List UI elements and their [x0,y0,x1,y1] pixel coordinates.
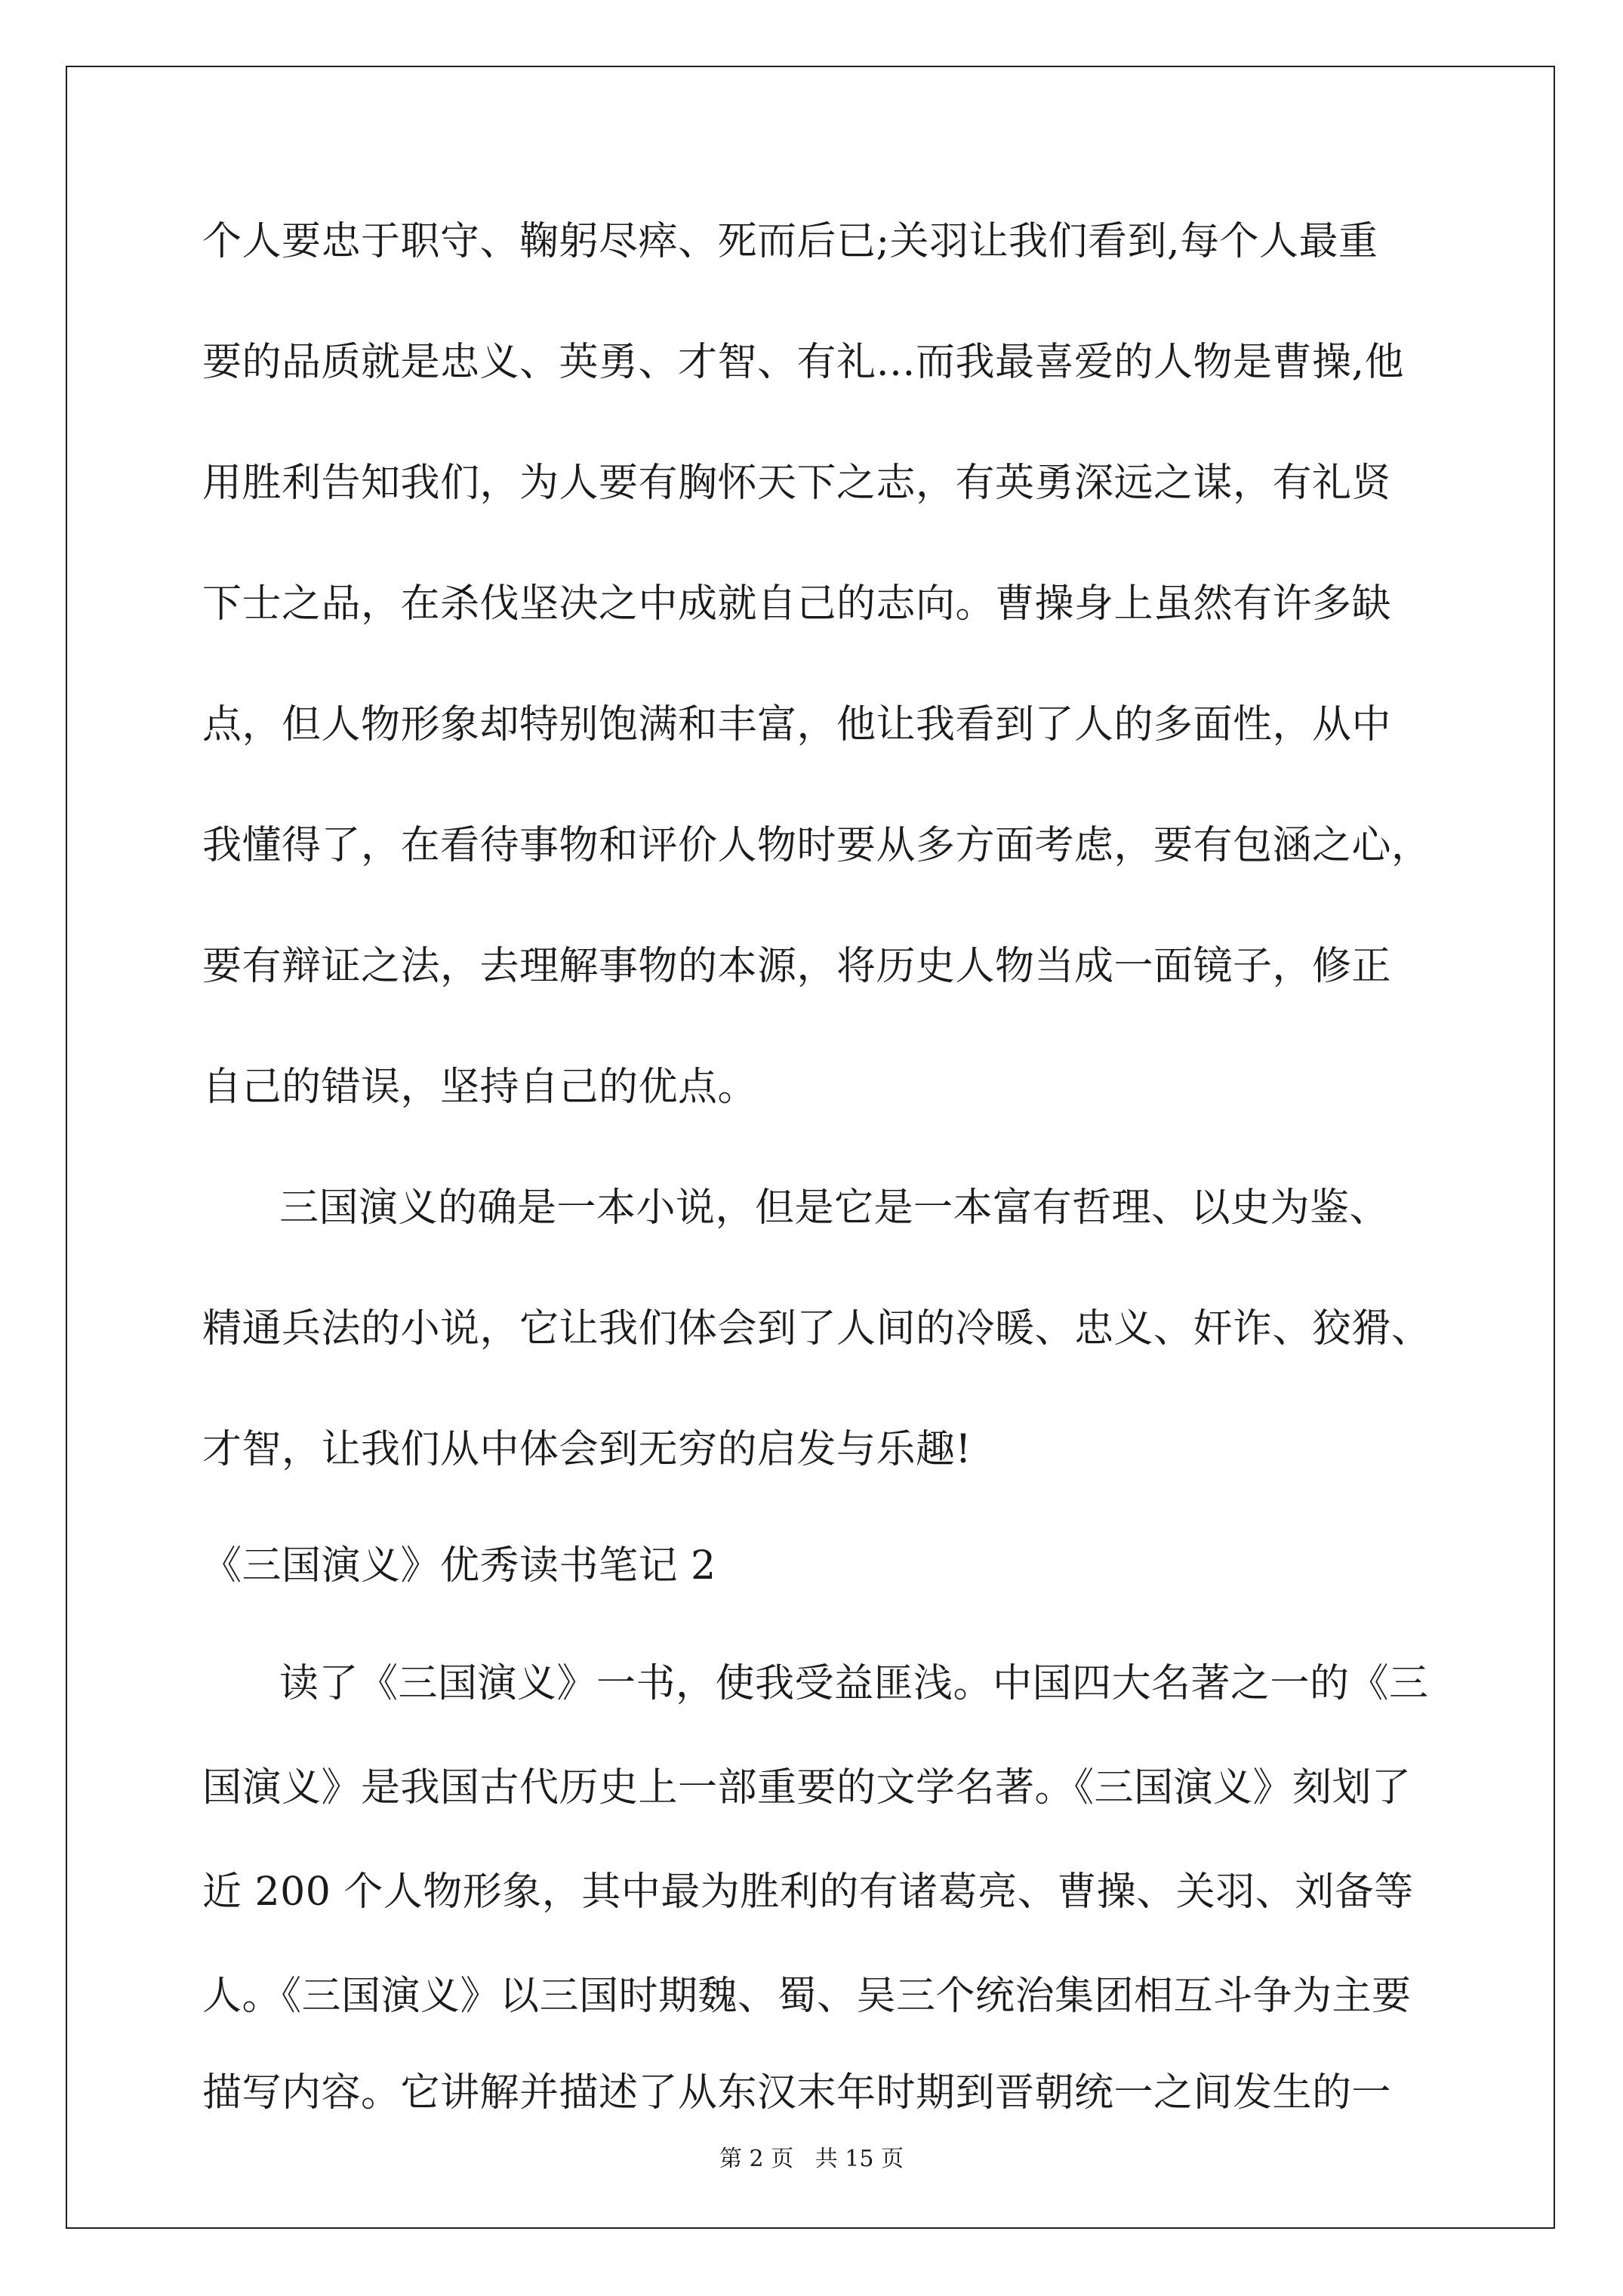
section-heading: 《三国演义》优秀读书笔记 2 [202,1543,716,1589]
body-text-line: 我懂得了，在看待事物和评价人物时要从多方面考虑，要有包涵之心， [202,823,1431,868]
body-text-line: 个人要忠于职守、鞠躬尽瘁、死而后已;关羽让我们看到,每个人最重 [202,219,1378,264]
body-text-line: 才智，让我们从中体会到无穷的启发与乐趣! [202,1427,972,1472]
paragraph-start-line: 读了《三国演义》一书，使我受益匪浅。中国四大名著之一的《三 [279,1661,1429,1706]
body-text-line: 用胜利告知我们，为人要有胸怀天下之志，有英勇深远之谋，有礼贤 [202,461,1392,506]
body-text-line: 要有辩证之法，去理解事物的本源，将历史人物当成一面镜子，修正 [202,944,1392,989]
body-text-line: 要的品质就是忠义、英勇、才智、有礼…而我最喜爱的人物是曹操,他 [202,340,1405,385]
body-text-line: 人。《三国演义》以三国时期魏、蜀、吴三个统治集团相互斗争为主要 [202,1974,1412,2019]
body-text-line: 精通兵法的小说，它让我们体会到了人间的冷暖、忠义、奸诈、狡猾、 [202,1306,1431,1351]
body-text-line: 下士之品，在杀伐坚决之中成就自己的志向。曹操身上虽然有许多缺 [202,581,1392,627]
body-text-line: 点，但人物形象却特别饱满和丰富，他让我看到了人的多面性，从中 [202,702,1392,747]
body-text-line: 国演义》是我国古代历史上一部重要的文学名著。《三国演义》刻划了 [202,1765,1412,1811]
body-text-line: 自己的错误，坚持自己的优点。 [202,1065,758,1110]
body-text-line: 描写内容。它讲解并描述了从东汉末年时期到晋朝统一之间发生的一 [202,2070,1392,2116]
paragraph-start-line: 三国演义的确是一本小说，但是它是一本富有哲理、以史为鉴、 [279,1185,1390,1231]
body-text-line: 近 200 个人物形象，其中最为胜利的有诸葛亮、曹操、关羽、刘备等 [202,1869,1414,1915]
page-footer: 第 2 页 共 15 页 [719,2146,904,2172]
